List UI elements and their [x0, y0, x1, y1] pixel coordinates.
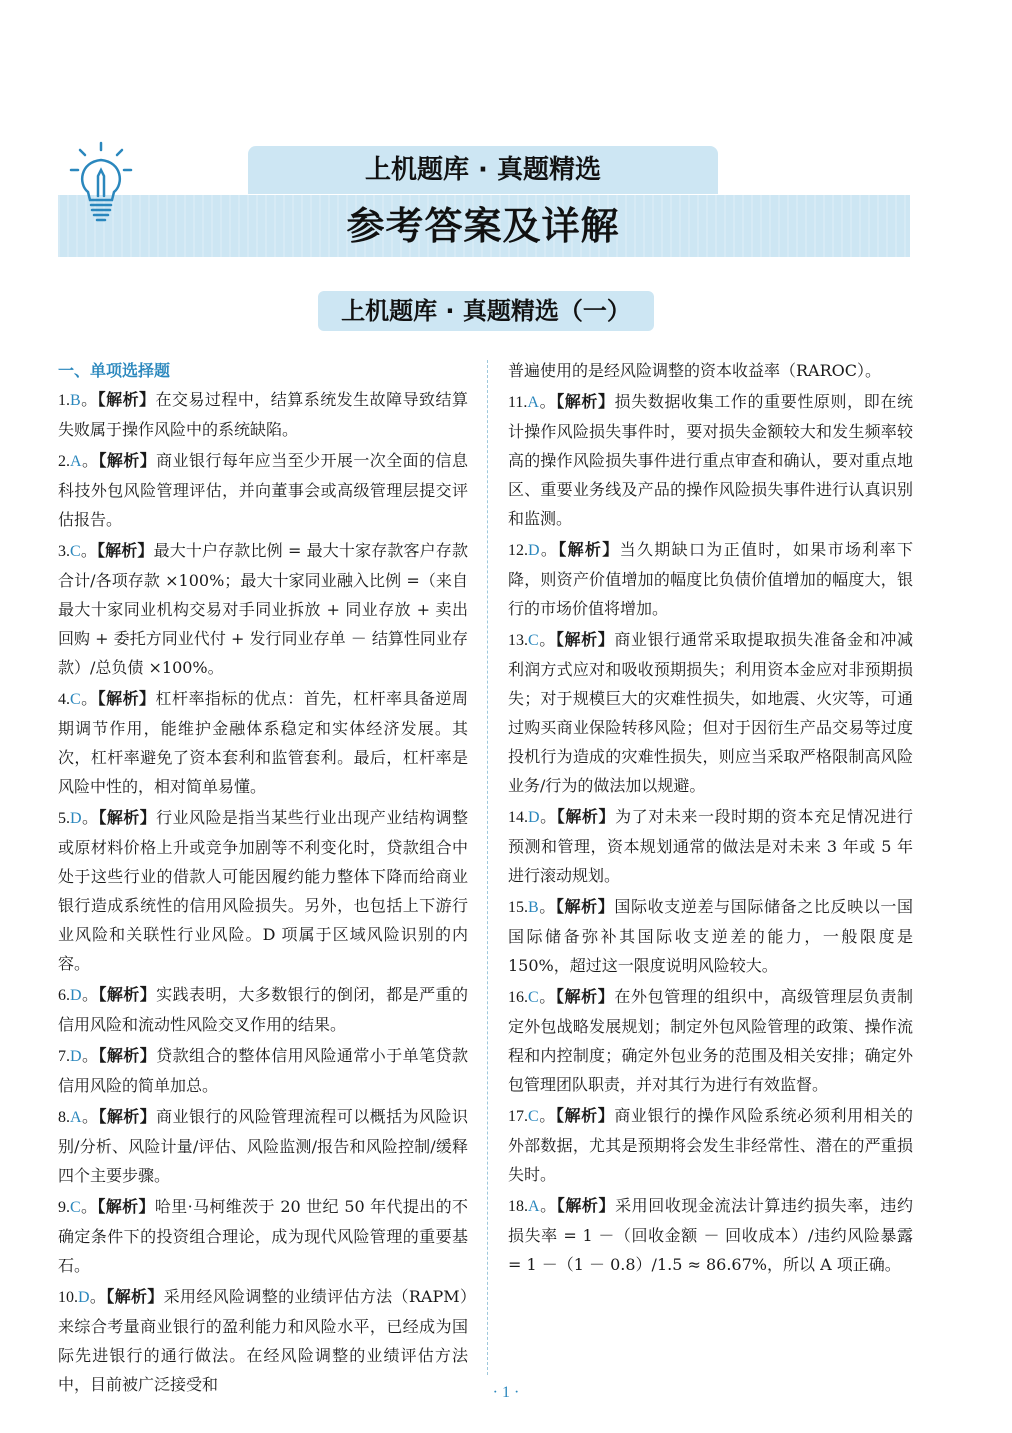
item-number: 2.	[58, 453, 70, 470]
item-answer: D	[70, 987, 82, 1004]
item-tag: 【解析】	[556, 807, 616, 826]
item-answer: C	[70, 543, 81, 560]
continuation-text: 普遍使用的是经风险调整的资本收益率（RAROC）。	[508, 361, 882, 380]
answer-item	[508, 1101, 913, 1189]
item-sep: 。	[538, 630, 556, 649]
item-number: 10.	[58, 1289, 78, 1306]
item-text: 为了对未来一段时期的资本充足情况进行预测和管理，资本规划通常的做法是对未来 3 年或 5 年进行滚动规划。	[508, 807, 913, 885]
item-number: 3.	[58, 543, 70, 560]
answer-item	[58, 1041, 468, 1100]
item-text: 实践表明，大多数银行的倒闭，都是严重的信用风险和流动性风险交叉作用的结果。	[58, 985, 468, 1034]
item-tag: 【解析】	[98, 1107, 157, 1126]
item-answer: A	[70, 453, 82, 470]
item-number: 16.	[508, 989, 528, 1006]
item-answer: A	[70, 1109, 82, 1126]
item-sep: 。	[538, 897, 556, 916]
item-answer: D	[528, 542, 540, 559]
item-number: 5.	[58, 810, 70, 827]
page-title: 参考答案及详解	[346, 204, 620, 248]
item-text: 在外包管理的组织中，高级管理层负责制定外包战略发展规划；制定外包风险管理的政策、操作流程和内控制度；确定外包业务的范围及相关安排；确定外包管理团队职责，并对其行为进行有效监督。	[508, 987, 913, 1094]
item-answer: C	[528, 989, 539, 1006]
item-text: 商业银行每年应当至少开展一次全面的信息科技外包风险管理评估，并向董事会或高级管理层提交评估报告。	[58, 451, 468, 529]
item-text: 采用回收现金流法计算违约损失率，违约损失率 = 1 －（回收金额 － 回收成本）/违约风险暴露 = 1 －（1 － 0.8）/1.5 ≈ 86.67%，所以 A 项正确。	[508, 1196, 913, 1274]
item-number: 8.	[58, 1109, 70, 1126]
header-top-tab	[248, 146, 718, 194]
section-title: 一、单项选择题	[58, 361, 171, 380]
answer-item	[508, 892, 913, 980]
item-text: 商业银行的风险管理流程可以概括为风险识别/分析、风险计量/评估、风险监测/报告和风险控制/缓释四个主要步骤。	[58, 1107, 468, 1185]
answer-list-right	[508, 387, 913, 1279]
item-number: 14.	[508, 809, 528, 826]
item-text: 当久期缺口为正值时，如果市场利率下降，则资产价值增加的幅度比负债价值增加的幅度大，银行的市场价值将增加。	[508, 540, 913, 618]
item-tag: 【解析】	[558, 540, 620, 559]
item-sep: 。	[80, 1197, 98, 1216]
item-number: 6.	[58, 987, 70, 1004]
item-answer: C	[70, 1199, 81, 1216]
item-tag: 【解析】	[555, 1106, 615, 1125]
answer-item	[58, 385, 468, 444]
column-divider	[487, 360, 488, 1375]
answer-list-left	[58, 385, 468, 1399]
item-tag: 【解析】	[97, 390, 156, 409]
item-tag: 【解析】	[98, 451, 157, 470]
item-text: 最大十户存款比例 = 最大十家存款客户存款合计/各项存款 ×100%；最大十家同业融入比例 =（来自最大十家同业机构交易对手同业拆放 + 同业存放 + 卖出回购 + 委托方同业代付 + 发行同业存单 － 结算性同业存款）/总负债 ×100%。	[58, 541, 468, 677]
item-tag: 【解析】	[556, 1196, 616, 1215]
item-tag: 【解析】	[106, 1287, 164, 1306]
item-sep: 。	[538, 1106, 556, 1125]
item-sep: 。	[539, 1196, 557, 1215]
item-number: 15.	[508, 899, 528, 916]
lightbulb-icon	[68, 140, 134, 224]
item-sep: 。	[81, 1046, 99, 1065]
item-tag: 【解析】	[97, 1197, 155, 1216]
answer-item	[58, 1192, 468, 1280]
item-text: 哈里·马柯维茨于 20 世纪 50 年代提出的不确定条件下的投资组合理论，成为现代风险管理的重要基石。	[58, 1197, 468, 1275]
item-answer: B	[70, 392, 81, 409]
item-number: 17.	[508, 1108, 528, 1125]
item-sep: 。	[538, 392, 557, 411]
answer-item	[58, 536, 468, 682]
item-tag: 【解析】	[555, 987, 615, 1006]
answer-item	[58, 446, 468, 534]
item-tag: 【解析】	[556, 392, 615, 411]
item-text: 贷款组合的整体信用风险通常小于单笔贷款信用风险的简单加总。	[58, 1046, 468, 1095]
item-number: 18.	[508, 1198, 528, 1215]
item-tag: 【解析】	[555, 897, 615, 916]
item-sep: 。	[80, 689, 98, 708]
answer-item	[58, 803, 468, 978]
answer-item	[58, 1102, 468, 1190]
item-text: 采用经风险调整的业绩评估方法（RAPM）来综合考量商业银行的盈利能力和风险水平，已经成为国际先进银行的通行做法。在经风险调整的业绩评估方法中，目前被广泛接受和	[58, 1287, 468, 1394]
item-sep: 。	[81, 985, 99, 1004]
answer-item	[508, 387, 913, 533]
left-column	[58, 356, 468, 1401]
answer-item	[58, 1282, 468, 1399]
item-number: 11.	[508, 394, 528, 411]
item-answer: C	[528, 632, 539, 649]
item-text: 行业风险是指当某些行业出现产业结构调整或原材料价格上升或竞争加剧等不利变化时，贷款组合中处于这些行业的借款人可能因履约能力整体下降而给商业银行造成系统性的信用风险损失。另外，也包括上下游行业风险和关联性行业风险。D 项属于区域风险识别的内容。	[58, 808, 468, 973]
item-answer: A	[527, 394, 539, 411]
item-tag: 【解析】	[98, 1046, 157, 1065]
answer-item	[58, 980, 468, 1039]
right-column	[508, 356, 913, 1281]
answer-item	[508, 1191, 913, 1279]
item-answer: C	[528, 1108, 539, 1125]
item-number: 13.	[508, 632, 528, 649]
answer-item	[508, 802, 913, 890]
item-text: 商业银行通常采取提取损失准备金和冲减利润方式应对和吸收预期损失；利用资本金应对非预期损失；对于规模巨大的灾难性损失，如地震、火灾等，可通过购买商业保险转移风险；但对于因衍生产品交易等过度投机行为造成的灾难性损失，则应当采取严格限制高风险业务/行为的做法加以规避。	[508, 630, 913, 795]
item-sep: 。	[539, 540, 559, 559]
section-subtitle: 上机题库 · 真题精选（一）	[318, 291, 654, 331]
item-tag: 【解析】	[96, 541, 154, 560]
answer-item	[508, 535, 913, 623]
answer-item	[58, 684, 468, 801]
item-answer: D	[70, 810, 82, 827]
item-answer: C	[70, 691, 81, 708]
answer-item	[508, 625, 913, 800]
item-sep: 。	[80, 390, 98, 409]
item-number: 1.	[58, 392, 70, 409]
item-sep: 。	[80, 541, 97, 560]
item-answer: D	[528, 809, 540, 826]
item-number: 4.	[58, 691, 70, 708]
item-sep: 。	[538, 987, 556, 1006]
item-number: 7.	[58, 1048, 70, 1065]
item-tag: 【解析】	[98, 985, 157, 1004]
item-answer: D	[70, 1048, 82, 1065]
item-number: 9.	[58, 1199, 70, 1216]
item-number: 12.	[508, 542, 528, 559]
item-text: 国际收支逆差与国际储备之比反映以一国国际储备弥补其国际收支逆差的能力，一般限度是 150%，超过这一限度说明风险较大。	[508, 897, 913, 975]
item-text: 杠杆率指标的优点：首先，杠杆率具备逆周期调节作用，能维护金融体系稳定和实体经济发展。其次，杠杆率避免了资本套利和监管套利。最后，杠杆率是风险中性的，相对简单易懂。	[58, 689, 468, 796]
item-sep: 。	[89, 1287, 107, 1306]
item-sep: 。	[539, 807, 557, 826]
header-top-title: 上机题库 · 真题精选	[365, 155, 601, 185]
item-text: 损失数据收集工作的重要性原则，即在统计操作风险损失事件时，要对损失金额较大和发生频率较高的操作风险损失事件进行重点审查和确认，要对重点地区、重要业务线及产品的操作风险损失事件进行认真识别和监测。	[508, 392, 913, 528]
item-answer: B	[528, 899, 539, 916]
item-sep: 。	[81, 1107, 99, 1126]
item-sep: 。	[81, 808, 99, 827]
item-tag: 【解析】	[98, 808, 157, 827]
item-tag: 【解析】	[555, 630, 615, 649]
item-answer: D	[78, 1289, 90, 1306]
item-text: 在交易过程中，结算系统发生故障导致结算失败属于操作风险中的系统缺陷。	[58, 390, 468, 439]
item-text: 商业银行的操作风险系统必须利用相关的外部数据，尤其是预期将会发生非经常性、潜在的严重损失时。	[508, 1106, 913, 1184]
page-number: · 1 ·	[492, 1384, 520, 1401]
answer-item	[508, 982, 913, 1099]
item-tag: 【解析】	[97, 689, 156, 708]
item-sep: 。	[81, 451, 99, 470]
item-answer: A	[528, 1198, 540, 1215]
